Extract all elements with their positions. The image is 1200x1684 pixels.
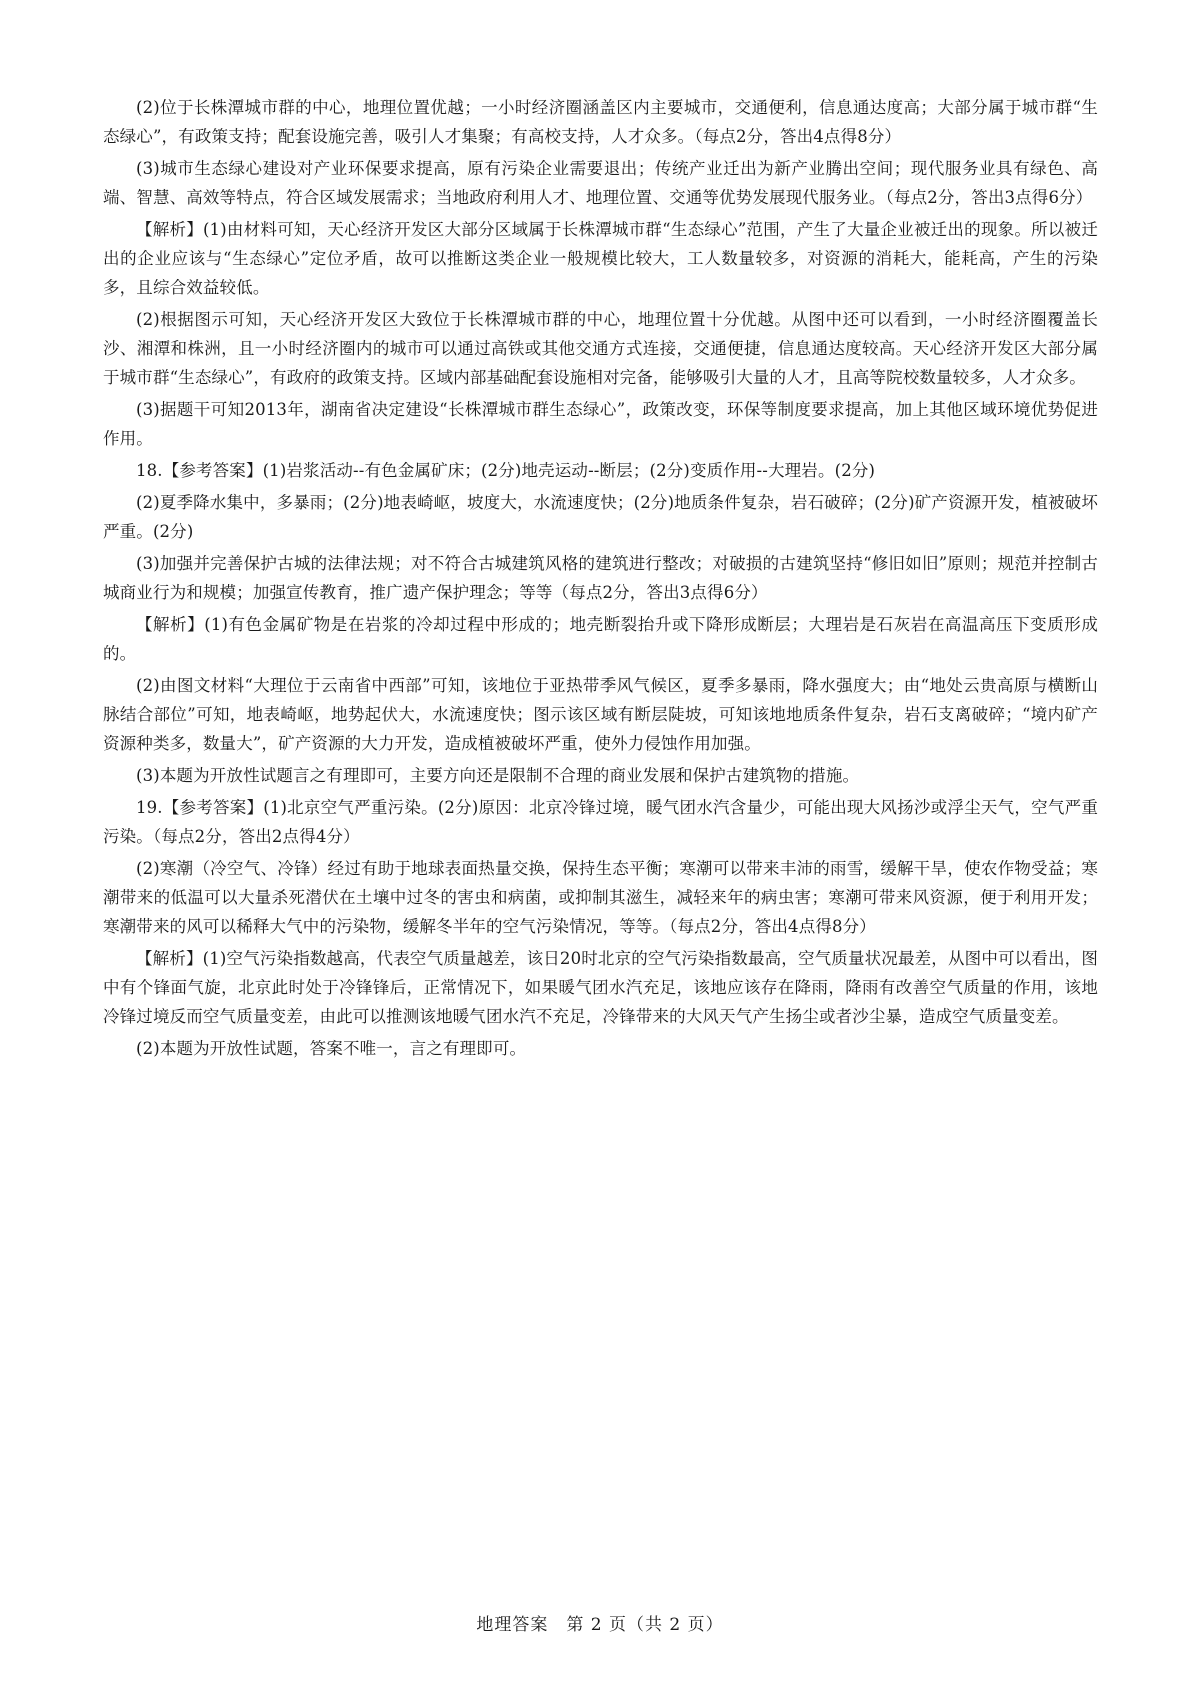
q17-answer-part3: (3)城市生态绿心建设对产业环保要求提高，原有污染企业需要退出；传统产业迁出为新产业腾出空间；现代服务业具有绿色、高端、智慧、高效等特点，符合区域发展需求；当地政府利用人才、地理位置、交通等优势发展现代服务业。（每点2分，答出3点得6分） xyxy=(103,159,1098,207)
q17-analysis-part2: (2)根据图示可知，天心经济开发区大致位于长株潭城市群的中心，地理位置十分优越。从图中还可以看到，一小时经济圈覆盖长沙、湘潭和株洲，且一小时经济圈内的城市可以通过高铁或其他交通方式连接，交通便捷，信息通达度较高。天心经济开发区大部分属于城市群“生态绿心”，有政府的政策支持。区域内部基础配套设施相对完备，能够吸引大量的人才，且高等院校数量较多，人才众多。 xyxy=(103,310,1098,387)
q19-answer-part1: 19.【参考答案】(1)北京空气严重污染。(2分)原因：北京冷锋过境，暖气团水汽含量少，可能出现大风扬沙或浮尘天气，空气严重污染。（每点2分，答出2点得4分） xyxy=(103,798,1098,846)
q17-answer-part2: (2)位于长株潭城市群的中心，地理位置优越；一小时经济圈涵盖区内主要城市，交通便利，信息通达度高；大部分属于城市群“生态绿心”，有政策支持；配套设施完善，吸引人才集聚；有高校支持，人才众多。（每点2分，答出4点得8分） xyxy=(103,98,1098,146)
q19-analysis-part2: (2)本题为开放性试题，答案不唯一，言之有理即可。 xyxy=(136,1039,527,1058)
q18-answer-part2: (2)夏季降水集中，多暴雨；(2分)地表崎岖，坡度大，水流速度快；(2分)地质条件复杂，岩石破碎；(2分)矿产资源开发，植被破坏严重。(2分) xyxy=(103,493,1098,541)
q17-analysis-part1: 【解析】(1)由材料可知，天心经济开发区大部分区域属于长株潭城市群“生态绿心”范围，产生了大量企业被迁出的现象。所以被迁出的企业应该与“生态绿心”定位矛盾，故可以推断这类企业一般规模比较大，工人数量较多，对资源的消耗大，能耗高，产生的污染多，且综合效益较低。 xyxy=(103,220,1098,297)
q18-answer-part3: (3)加强并完善保护古城的法律法规；对不符合古城建筑风格的建筑进行整改；对破损的古建筑坚持“修旧如旧”原则；规范并控制古城商业行为和规模；加强宣传教育，推广遗产保护理念；等等（每点2分，答出3点得6分） xyxy=(103,554,1098,602)
q18-answer-part1: 18.【参考答案】(1)岩浆活动--有色金属矿床；(2分)地壳运动--断层；(2分)变质作用--大理岩。(2分) xyxy=(136,461,876,480)
q18-analysis-part2: (2)由图文材料“大理位于云南省中西部”可知，该地位于亚热带季风气候区，夏季多暴雨，降水强度大；由“地处云贵高原与横断山脉结合部位”可知，地表崎岖，地势起伏大，水流速度快；图示该区域有断层陡坡，可知该地地质条件复杂，岩石支离破碎；“境内矿产资源种类多，数量大”，矿产资源的大力开发，造成植被破坏严重，使外力侵蚀作用加强。 xyxy=(103,676,1098,753)
q19-answer-part2: (2)寒潮（冷空气、冷锋）经过有助于地球表面热量交换，保持生态平衡；寒潮可以带来丰沛的雨雪，缓解干旱，使农作物受益；寒潮带来的低温可以大量杀死潜伏在土壤中过冬的害虫和病菌，或抑制其滋生，减轻来年的病虫害；寒潮可带来风资源，便于利用开发；寒潮带来的风可以稀释大气中的污染物，缓解冬半年的空气污染情况，等等。（每点2分，答出4点得8分） xyxy=(103,859,1098,936)
q19-analysis-part1: 【解析】(1)空气污染指数越高，代表空气质量越差，该日20时北京的空气污染指数最高，空气质量状况最差，从图中可以看出，图中有个锋面气旋，北京此时处于冷锋锋后，正常情况下，如果暖气团水汽充足，该地应该存在降雨，降雨有改善空气质量的作用，该地冷锋过境反而空气质量变差，由此可以推测该地暖气团水汽不充足，冷锋带来的大风天气产生扬尘或者沙尘暴，造成空气质量变差。 xyxy=(103,949,1098,1026)
answer-content xyxy=(103,93,1098,1066)
q18-analysis-part3: (3)本题为开放性试题言之有理即可，主要方向还是限制不合理的商业发展和保护古建筑物的措施。 xyxy=(136,766,860,785)
q17-analysis-part3: (3)据题干可知2013年，湖南省决定建设“长株潭城市群生态绿心”，政策改变，环保等制度要求提高，加上其他区域环境优势促进作用。 xyxy=(103,400,1098,448)
q18-analysis-part1: 【解析】(1)有色金属矿物是在岩浆的冷却过程中形成的；地壳断裂抬升或下降形成断层；大理岩是石灰岩在高温高压下变质形成的。 xyxy=(103,615,1098,663)
page-footer: 地理答案 第 2 页（共 2 页） xyxy=(476,1615,724,1635)
